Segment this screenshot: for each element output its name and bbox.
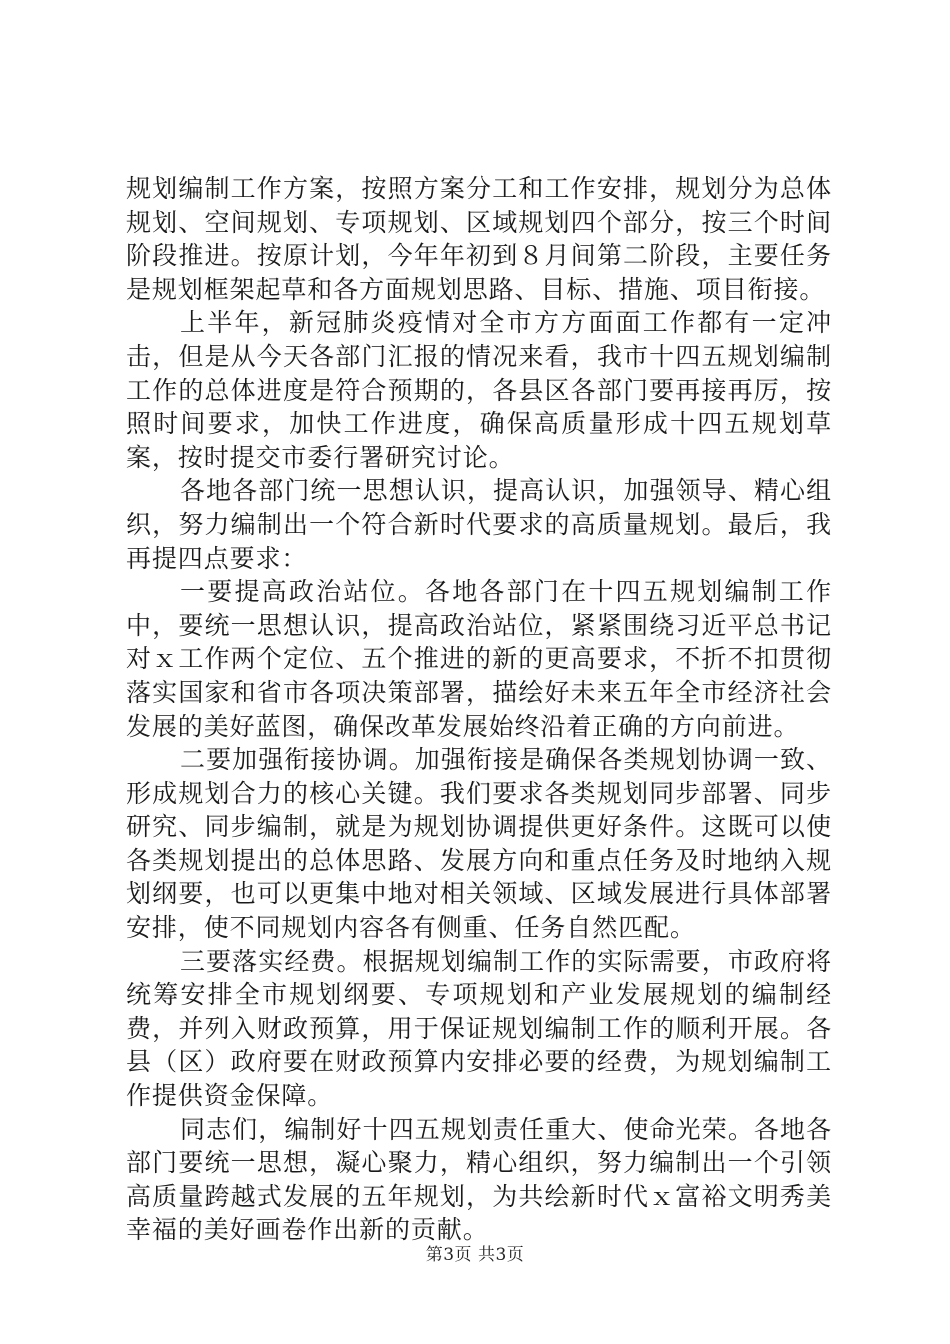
paragraph-requirement-1: 一要提高政治站位。各地各部门在十四五规划编制工作中，要统一思想认识，提高政治站位，紧紧围绕习近平总书记对ｘ工作两个定位、五个推进的新的更高要求，不折不扣贯彻落实国家和省市各项决策部署，描绘好未来五年全市经济社会发展的美好蓝图，确保改革发展始终沿着正确的方向前进。 [126, 577, 832, 741]
paragraph-closing: 同志们，编制好十四五规划责任重大、使命光荣。各地各部门要统一思想，凝心聚力，精心组织，努力编制出一个引领高质量跨越式发展的五年规划，为共绘新时代ｘ富裕文明秀美幸福的美好画卷作出新的贡献。 [126, 1114, 832, 1245]
page-number-footer: 第3页 共3页 [425, 1245, 525, 1265]
paragraph-requirement-2: 二要加强衔接协调。加强衔接是确保各类规划协调一致、形成规划合力的核心关键。我们要求各类规划同步部署、同步研究、同步编制，就是为规划协调提供更好条件。这既可以使各类规划提出的总体思路、发展方向和重点任务及时地纳入规划纲要，也可以更集中地对相关领域、区域发展进行具体部署安排，使不同规划内容各有侧重、任务自然匹配。 [126, 745, 832, 943]
paragraph-continuation: 规划编制工作方案，按照方案分工和工作安排，规划分为总体规划、空间规划、专项规划、区域规划四个部分，按三个时间阶段推进。按原计划，今年年初到８月间第二阶段，主要任务是规划框架起草和各方面规划思路、目标、措施、项目衔接。 [126, 174, 832, 304]
document-body [126, 172, 832, 1247]
paragraph-requirement-3: 三要落实经费。根据规划编制工作的实际需要，市政府将统筹安排全市规划纲要、专项规划和产业发展规划的编制经费，并列入财政预算，用于保证规划编制工作的顺利开展。各县（区）政府要在财政预算内安排必要的经费，为规划编制工作提供资金保障。 [126, 946, 832, 1111]
paragraph-requirements-intro: 各地各部门统一思想认识，提高认识，加强领导、精心组织，努力编制出一个符合新时代要求的高质量规划。最后，我再提四点要求： [126, 476, 832, 573]
paragraph-progress: 上半年，新冠肺炎疫情对全市方方面面工作都有一定冲击，但是从今天各部门汇报的情况来看，我市十四五规划编制工作的总体进度是符合预期的，各县区各部门要再接再厉，按照时间要求，加快工作进度，确保高质量形成十四五规划草案，按时提交市委行署研究讨论。 [126, 308, 832, 472]
